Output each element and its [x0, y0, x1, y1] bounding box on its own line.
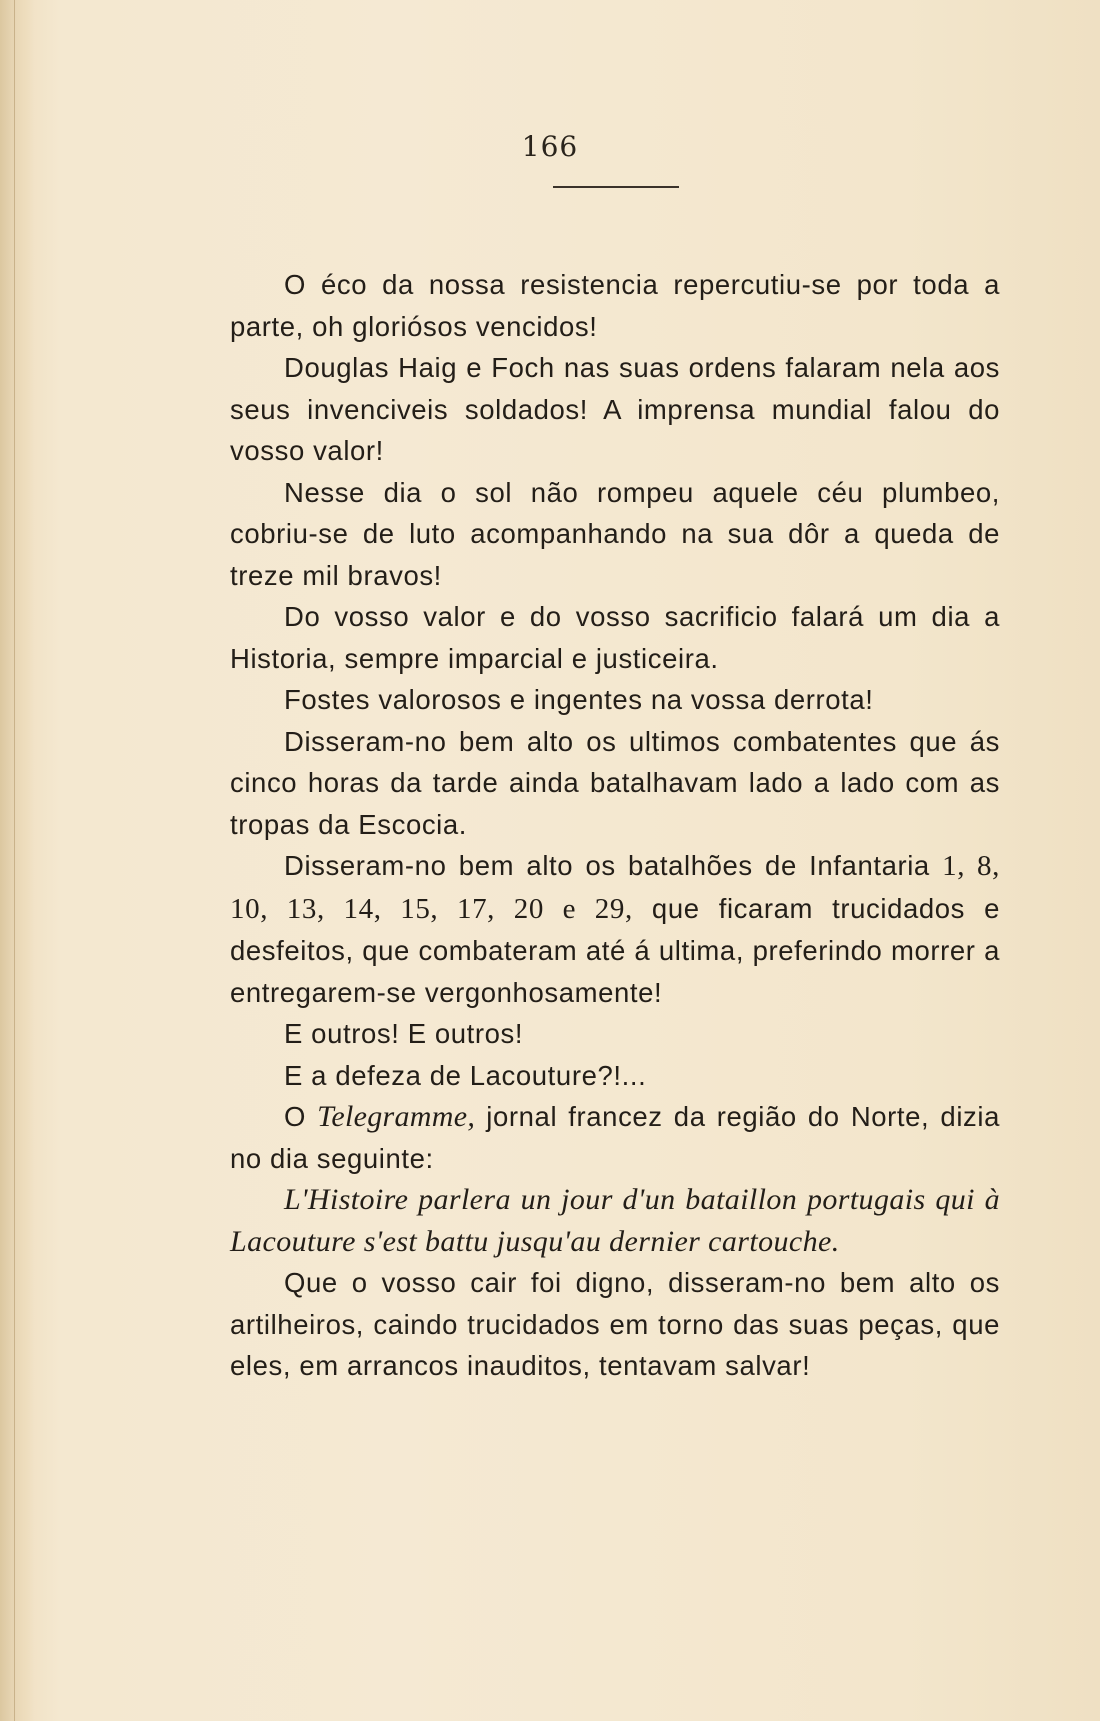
paragraph-text: O	[284, 1101, 318, 1132]
paragraph-text: que ficaram trucidados e desfeitos, que combateram até á ultima, preferindo morrer a entregarem-se vergonhosamente!	[230, 892, 1000, 1008]
body-text	[230, 264, 1000, 1387]
paragraph: Disseram-no bem alto os ultimos combatentes que ás cinco horas da tarde ainda batalhavam lado a lado com as tropas da Escocia.	[230, 725, 1000, 840]
battalion-numbers: 1, 8, 10, 13, 14, 15, 17, 20 e 29,	[230, 850, 1001, 925]
paragraph: E a defeza de Lacouture?!...	[284, 1059, 647, 1091]
page-number: 166	[521, 130, 579, 163]
french-quotation: L'Histoire parlera un jour d'un bataillon portugais qui à Lacouture s'est battu jusqu'au dernier cartouche.	[230, 1183, 1000, 1258]
paragraph: E outros! E outros!	[284, 1018, 524, 1049]
newspaper-title: Telegramme,	[317, 1100, 476, 1133]
paragraph: O éco da nossa resistencia repercutiu-se por toda a parte, oh gloriósos vencidos!	[230, 269, 1000, 342]
paragraph	[230, 1096, 1000, 1179]
paragraph: Fostes valorosos e ingentes na vossa derrota!	[284, 684, 874, 715]
header-rule	[553, 186, 679, 188]
binding-edge	[0, 0, 34, 1721]
paragraph: Que o vosso cair foi digno, disseram-no bem alto os artilheiros, caindo trucidados em torno das suas peças, que eles, em arrancos inauditos, tentavam salvar!	[230, 1267, 1000, 1381]
paragraph: Do vosso valor e do vosso sacrificio falará um dia a Historia, sempre imparcial e justiceira.	[230, 601, 1000, 674]
paragraph: Nesse dia o sol não rompeu aquele céu plumbeo, cobriu-se de luto acompanhando na sua dôr a queda de treze mil bravos!	[230, 476, 1000, 591]
paragraph-text: jornal francez da região do Norte, dizia no dia seguinte:	[230, 1101, 1000, 1174]
paragraph: Douglas Haig e Foch nas suas ordens falaram nela aos seus invenciveis soldados! A imprensa mundial falou do vosso valor!	[230, 352, 1000, 466]
binding-crease	[14, 0, 15, 1721]
paragraph-text: Disseram-no bem alto os batalhões de Infantaria	[284, 850, 943, 881]
paragraph	[230, 845, 1000, 1013]
